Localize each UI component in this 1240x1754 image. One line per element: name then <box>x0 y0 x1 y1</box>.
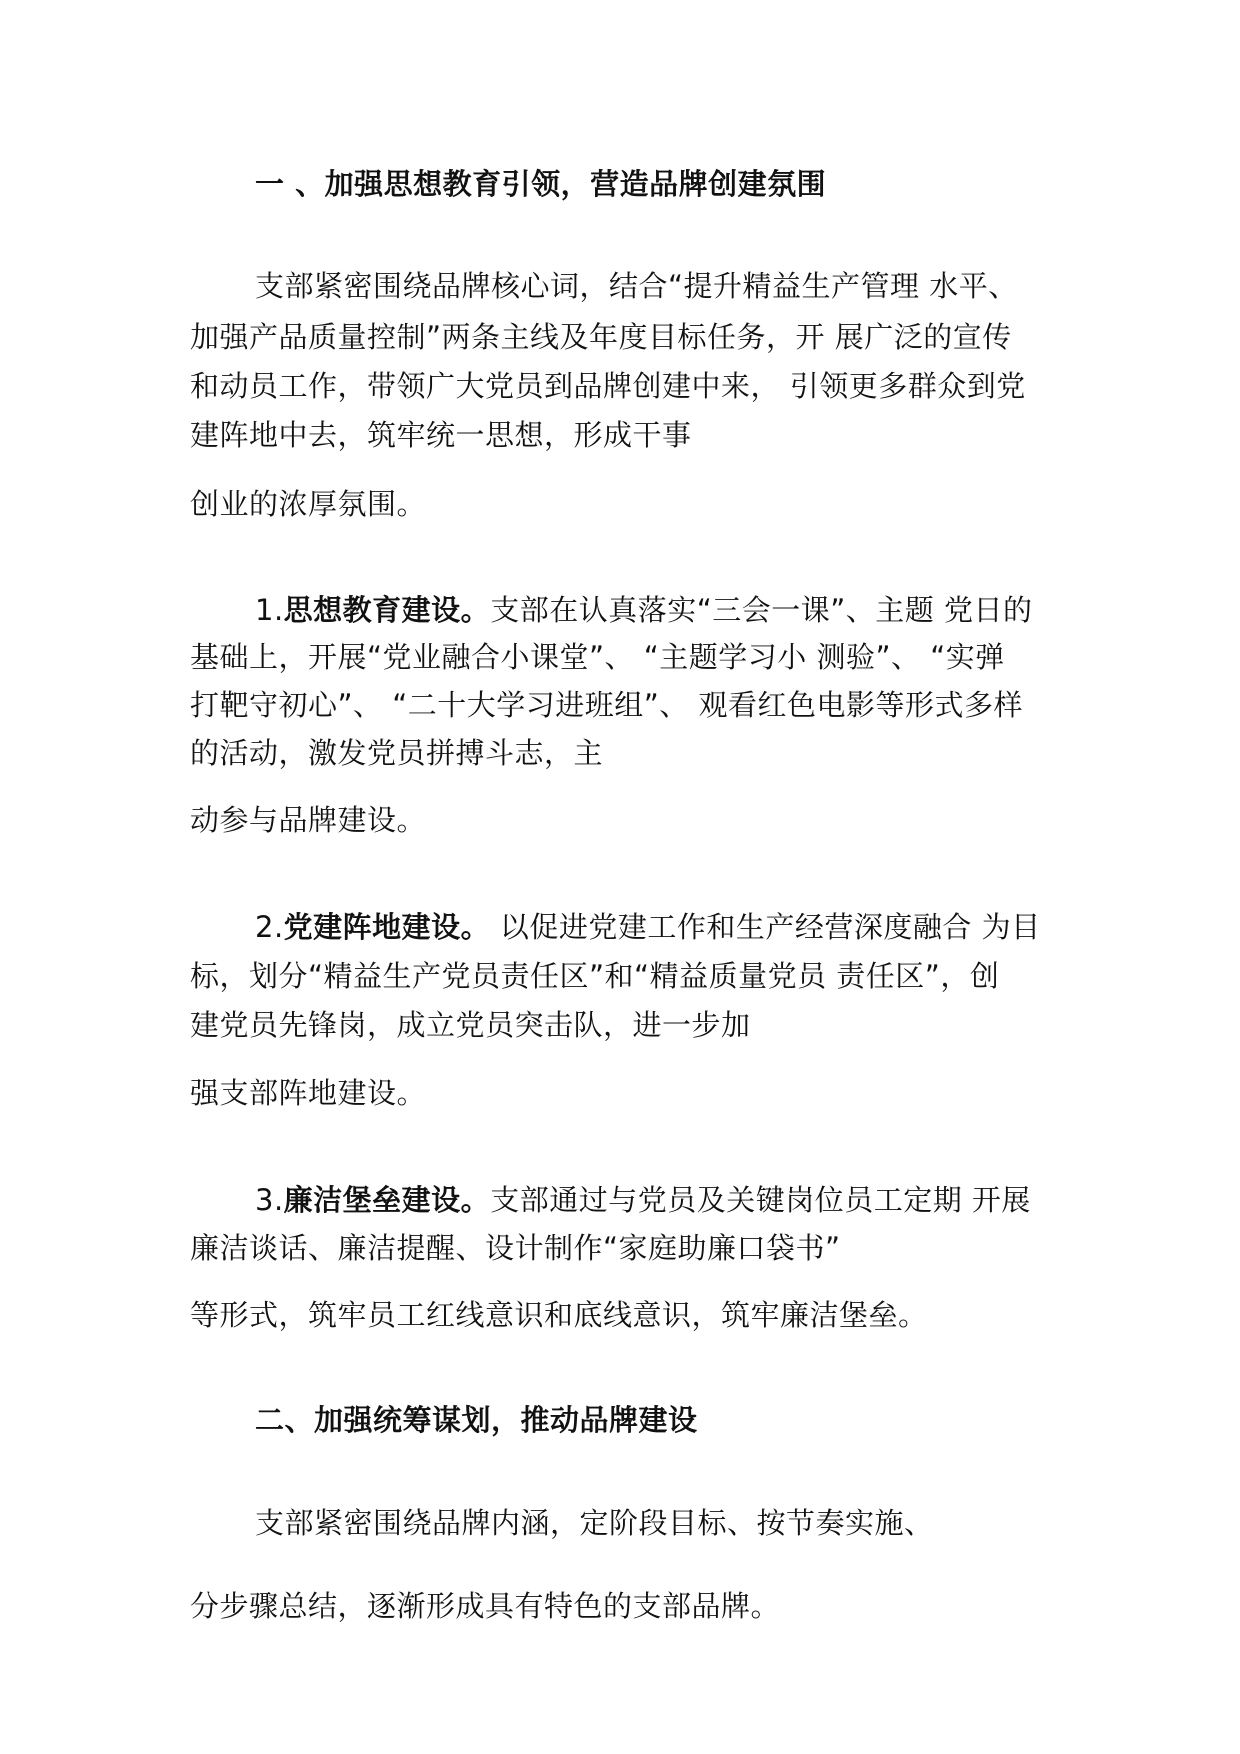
item-3-line-3: 等形式，筑牢员工红线意识和底线意识，筑牢廉洁堡垒。 <box>190 1298 928 1332</box>
item-2-line-3: 建党员先锋岗，成立党员突击队，进一步加 <box>190 1008 751 1042</box>
item-1-title: 思想教育建设。 <box>283 593 491 627</box>
section-1-intro-line-2: 加强产品质量控制”两条主线及年度目标任务，开 展广泛的宣传 <box>190 320 1012 354</box>
item-2-number: 2. <box>255 910 284 944</box>
item-2-line-2: 标，划分“精益生产党员责任区”和“精益质量党员 责任区”，创 <box>190 959 1000 993</box>
item-1-line-3: 打靶守初心”、 “二十大学习进班组”、 观看红色电影等形式多样 <box>190 688 1024 722</box>
section-1-intro-line-5: 创业的浓厚氛围。 <box>190 487 427 521</box>
item-1-line-5: 动参与品牌建设。 <box>190 803 427 837</box>
item-1-text-1: 支部在认真落实“三会一课”、主题 党日的 <box>490 593 1033 627</box>
item-2-line-1 <box>255 907 1041 947</box>
item-1-number: 1. <box>255 593 284 627</box>
item-2-title: 党建阵地建设。 <box>283 910 491 944</box>
item-1-line-2: 基础上，开展“党业融合小课堂”、 “主题学习小 测验”、 “实弹 <box>190 640 1005 674</box>
item-3-text-1: 支部通过与党员及关键岗位员工定期 开展 <box>490 1183 1031 1217</box>
section-1-intro-line-4: 建阵地中去，筑牢统一思想，形成干事 <box>190 418 692 452</box>
item-3-line-2: 廉洁谈话、廉洁提醒、设计制作“家庭助廉口袋书” <box>190 1231 841 1265</box>
item-1-line-4: 的活动，激发党员拼搏斗志，主 <box>190 736 604 770</box>
item-2-text-1: 以促进党建工作和生产经营深度融合 为目 <box>490 910 1041 944</box>
section-2-line-1: 支部紧密围绕品牌内涵，定阶段目标、按节奏实施、 <box>255 1506 934 1540</box>
section-1-intro-line-3: 和动员工作，带领广大党员到品牌创建中来， 引领更多群众到党 <box>190 369 1026 403</box>
section-1-intro-line-1: 支部紧密围绕品牌核心词，结合“提升精益生产管理 水平、 <box>255 269 1018 303</box>
section-2-heading: 二、加强统筹谋划，推动品牌建设 <box>255 1403 698 1437</box>
item-3-number: 3. <box>255 1183 284 1217</box>
item-3-title: 廉洁堡垒建设。 <box>283 1183 491 1217</box>
section-1-heading: 一 、加强思想教育引领，营造品牌创建氛围 <box>255 167 827 201</box>
section-2-line-2: 分步骤总结，逐渐形成具有特色的支部品牌。 <box>190 1589 781 1623</box>
item-2-line-4: 强支部阵地建设。 <box>190 1076 427 1110</box>
item-3-line-1 <box>255 1180 1031 1220</box>
item-1-line-1 <box>255 590 1032 630</box>
